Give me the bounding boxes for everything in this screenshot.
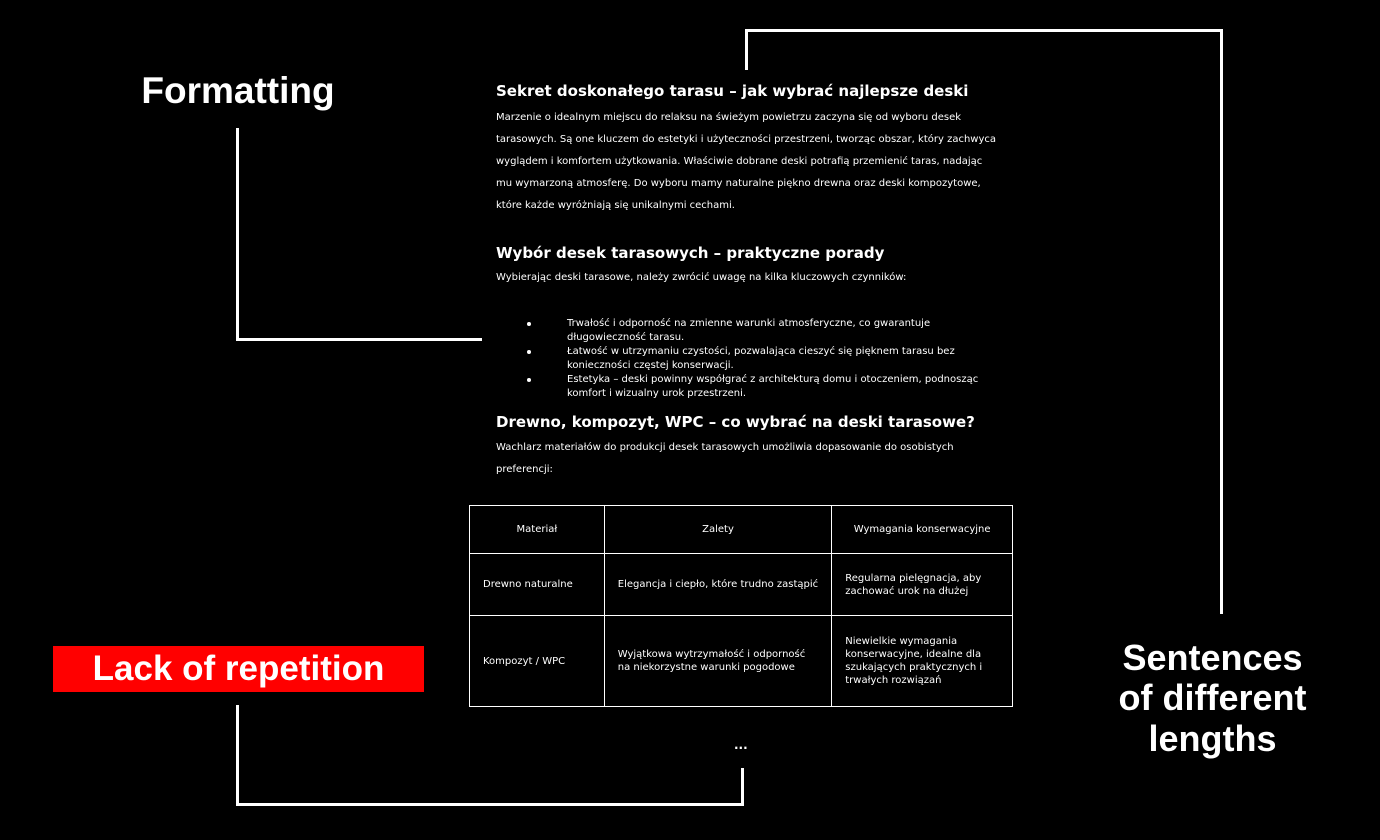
- section3-title: Drewno, kompozyt, WPC – co wybrać na deski tarasowe?: [496, 413, 975, 431]
- cell-line: szukających praktycznych i: [845, 662, 983, 673]
- annotation-line-1: Sentences: [1122, 637, 1303, 678]
- section3-line: Wachlarz materiałów do produkcji desek tarasowych umożliwia dopasowanie do osobistych: [496, 442, 954, 453]
- connector-sentences-right: [1220, 29, 1223, 614]
- cell-material: Kompozyt / WPC: [470, 616, 605, 707]
- cell-line: konserwacyjne, idealne dla: [845, 649, 982, 660]
- annotation-line-2: of different: [1118, 677, 1307, 719]
- connector-repetition-right: [741, 768, 744, 806]
- article-title: Sekret doskonałego tarasu – jak wybrać najlepsze deski: [496, 82, 969, 100]
- annotation-formatting: Formatting: [141, 70, 335, 111]
- header-wymagania: Wymagania konserwacyjne: [832, 506, 1013, 554]
- connector-formatting-horizontal: [236, 338, 482, 341]
- ellipsis: ...: [734, 738, 748, 752]
- cell-line: trwałych rozwiązań: [845, 675, 942, 686]
- cell-zalety: [604, 554, 832, 616]
- list-item: [527, 317, 997, 344]
- header-zalety: Zalety: [604, 506, 832, 554]
- connector-repetition-vertical: [236, 705, 239, 806]
- list-item: [527, 345, 997, 372]
- annotation-lack-of-repetition: Lack of repetition: [53, 646, 424, 692]
- section2-title: Wybór desek tarasowych – praktyczne porady: [496, 244, 885, 262]
- connector-sentences-top-left: [745, 29, 748, 70]
- intro-line: tarasowych. Są one kluczem do estetyki i użyteczności przestrzeni, tworząc obszar, który zachwyca: [496, 134, 996, 145]
- list-item-line: konieczności częstej konserwacji.: [567, 359, 734, 371]
- list-item-line: Łatwość w utrzymaniu czystości, pozwalająca cieszyć się pięknem tarasu bez: [567, 346, 955, 357]
- bullet-dot: [527, 350, 531, 354]
- intro-line: mu wymarzoną atmosferę. Do wyboru mamy naturalne piękno drewna oraz deski kompozytowe,: [496, 178, 981, 189]
- bullet-dot: [527, 378, 531, 382]
- cell-line: Wyjątkowa wytrzymałość i odporność: [617, 649, 806, 660]
- intro-line: które każde wyróżniają się unikalnymi cechami.: [496, 200, 735, 211]
- cell-wymagania: [832, 554, 1013, 616]
- cell-wymagania: [832, 616, 1013, 707]
- list-item-line: komfort i wizualny urok przestrzeni.: [567, 387, 747, 399]
- section3-line: preferencji:: [496, 464, 553, 475]
- list-item-line: długowieczność tarasu.: [567, 331, 685, 343]
- list-item-line: Estetyka – deski powinny współgrać z architekturą domu i otoczeniem, podnosząc: [567, 374, 979, 385]
- cell-zalety: [604, 616, 832, 707]
- connector-sentences-top: [745, 29, 1223, 32]
- section2-text: Wybierając deski tarasowe, należy zwrócić uwagę na kilka kluczowych czynników:: [496, 272, 907, 283]
- table-header-row: [470, 506, 1013, 554]
- table-row: [470, 554, 1013, 616]
- bullet-list: [527, 317, 997, 401]
- cell-material: Drewno naturalne: [470, 554, 605, 616]
- connector-repetition-bottom: [236, 803, 744, 806]
- bullet-dot: [527, 322, 531, 326]
- annotation-line-3: lengths: [1148, 717, 1277, 759]
- header-material: Materiał: [470, 506, 605, 554]
- list-item: [527, 373, 997, 400]
- cell-line: Regularna pielęgnacja, aby: [845, 572, 982, 584]
- cell-line: Elegancja i ciepło, które trudno zastąpić: [617, 579, 819, 590]
- annotation-sentences-different-lengths: [1090, 638, 1335, 759]
- cell-line: na niekorzystne warunki pogodowe: [617, 662, 795, 673]
- list-item-line: Trwałość i odporność na zmienne warunki atmosferyczne, co gwarantuje: [567, 318, 931, 329]
- cell-line: Niewielkie wymagania: [845, 636, 958, 647]
- materials-table: [469, 505, 1013, 707]
- intro-line: Marzenie o idealnym miejscu do relaksu na świeżym powietrzu zaczyna się od wyboru desek: [496, 112, 962, 123]
- table-row: [470, 616, 1013, 707]
- connector-formatting-vertical: [236, 128, 239, 341]
- intro-line: wyglądem i komfortem użytkowania. Właściwie dobrane deski potrafią przemienić taras, nadając: [496, 156, 983, 167]
- cell-line: zachować urok na dłużej: [845, 585, 969, 597]
